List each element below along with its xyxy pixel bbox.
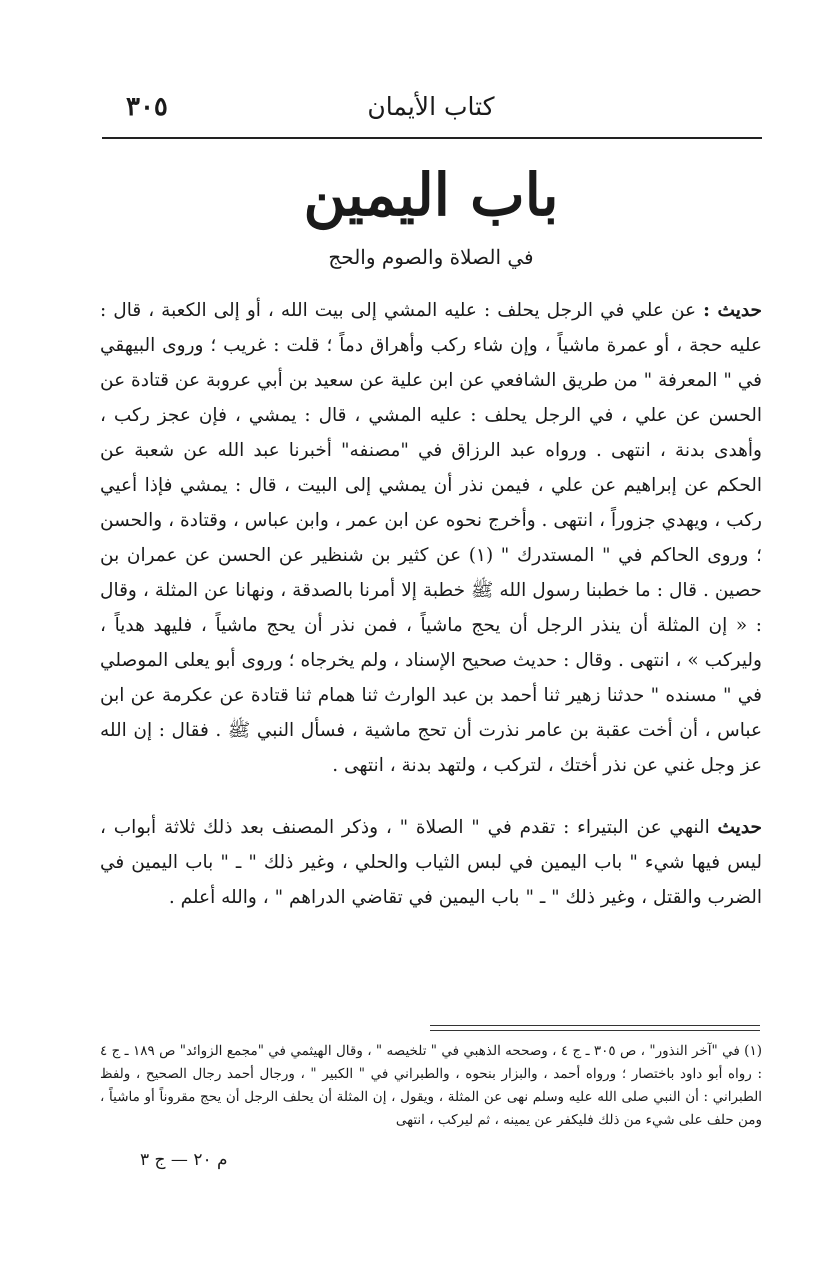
- header-divider: [102, 137, 762, 139]
- hadith-lead: حديث :: [703, 300, 762, 321]
- paragraph: [100, 810, 762, 915]
- footnote-text: (١) في "آخر النذور" ، ص ٣٠٥ ـ ج ٤ ، وصححه الذهبي في " تلخيصه " ، وقال الهيثمي في "مجمع الزوائد" ص ١٨٩ ـ ج ٤ : رواه أبو داود باختصار ؛ ورواه أحمد ، والبزار بنحوه ، والطبراني في " الكبير " ، ورجال أحمد رجال الصحيح ، ولفظ الطبراني : أن النبي صلى الله عليه وسلم نهى عن المثلة ، ويقول ، إن المثلة أن يحلف الرجل أن يحج مقروناً أو ماشياً ، ومن حلف على شيء من ذلك فليكفر عن يمينه ، ثم ليركب ، انتهى: [100, 1043, 762, 1128]
- footnote-divider: [430, 1025, 760, 1031]
- paragraph: [100, 293, 762, 783]
- footnote: [100, 1040, 762, 1132]
- paragraph-text: عن علي في الرجل يحلف : عليه المشي إلى بيت الله ، أو إلى الكعبة ، قال : عليه حجة ، أو عمرة ماشياً ، وإن شاء ركب وأهراق دماً ؛ قلت : غريب ؛ وروى البيهقي في " المعرفة " من طريق الشافعي عن ابن علية عن سعيد بن أبي عروبة عن قتادة عن الحسن عن علي ، في الرجل يحلف : عليه المشي ، قال : يمشي ، فإن عجز ركب ، وأهدى بدنة ، انتهى . ورواه عبد الرزاق في "مصنفه" أخبرنا عبد الله عن شعبة عن الحكم عن إبراهيم عن علي ، فيمن نذر أن يمشي إلى البيت ، قال : يمشي فإذا أعيي ركب ، ويهدي جزوراً ، انتهى . وأخرج نحوه عن ابن عمر ، وابن عباس ، وقتادة ، والحسن ؛ وروى الحاكم في " المستدرك " (١) عن كثير بن شنظير عن الحسن عن عمران بن حصين . قال : ما خطبنا رسول الله ﷺ خطبة إلا أمرنا بالصدقة ، ونهانا عن المثلة ، وقال : « إن المثلة أن ينذر الرجل أن يحج ماشياً ، فمن نذر أن يحج ماشياً ، فليهد هدياً ، وليركب » ، انتهى . وقال : حديث صحيح الإسناد ، ولم يخرجاه ؛ وروى أبو يعلى الموصلي في " مسنده " حدثنا زهير ثنا أحمد بن عبد الوارث ثنا همام ثنا قتادة عن عكرمة عن ابن عباس ، أن أخت عقبة بن عامر نذرت أن تحج ماشية ، فسأل النبي ﷺ . فقال : إن الله عز وجل غني عن نذر أختك ، لتركب ، ولتهد بدنة ، انتهى .: [100, 300, 762, 776]
- chapter-title: باب اليمين: [303, 161, 559, 229]
- chapter-subtitle: في الصلاة والصوم والحج: [328, 245, 534, 269]
- book-title: كتاب الأيمان: [367, 92, 495, 121]
- signature-mark: م ٢٠ — ج ٣: [140, 1150, 228, 1170]
- hadith-lead: حديث: [717, 817, 762, 838]
- main-text: [100, 293, 762, 915]
- running-header: [100, 92, 762, 128]
- page-number: ٣٠٥: [126, 92, 168, 122]
- paragraph-text: النهي عن البتيراء : تقدم في " الصلاة " ، وذكر المصنف بعد ذلك ثلاثة أبواب ، ليس فيها شيء " باب اليمين في لبس الثياب والحلي ، وغير ذلك " ـ " باب اليمين في الضرب والقتل ، وغير ذلك " ـ " باب اليمين في تقاضي الدراهم " ، والله أعلم .: [100, 817, 762, 908]
